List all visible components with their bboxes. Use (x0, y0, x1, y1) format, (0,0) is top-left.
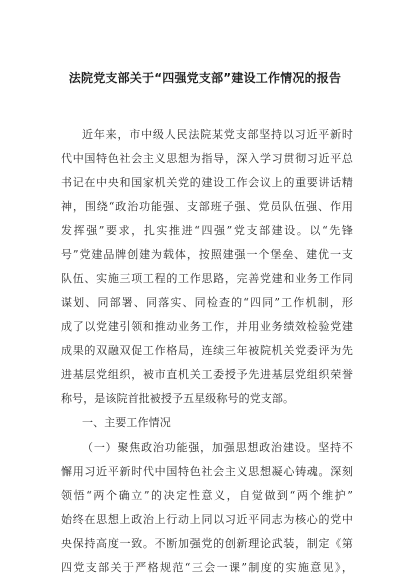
paragraph-line: 神，围绕“政治功能强、支部班子强、党员队伍强、作用 (61, 200, 353, 213)
paragraph-line: 号”党建品牌创建为载体，按照建强一个堡垒、建优一支 (61, 248, 353, 261)
paragraph-line: 发挥强”要求，扎实推进“四强”党支部建设。以“先锋 (61, 224, 353, 237)
paragraph-line: 懈用习近平新时代中国特色社会主义思想凝心铸魂。深刻 (61, 465, 353, 478)
paragraph-line: 称号，是该院首批被授予五星级称号的党支部。 (61, 392, 295, 405)
paragraph-line: 领悟“两个确立”的决定性意义，自觉做到“两个维护” (61, 489, 353, 502)
paragraph-line: 成了以党建引领和推动业务工作，并用业务绩效检验党建 (61, 320, 353, 333)
paragraph-line: 央保持高度一致。不断加强党的创新理论武装，制定《第 (61, 537, 353, 550)
section-heading: 一、主要工作情况 (82, 416, 171, 429)
paragraph-line: 书记在中央和国家机关党的建设工作会议上的重要讲话精 (61, 176, 353, 189)
paragraph-line: 进基层党组织，被市直机关工委授予先进基层党组织荣誉 (61, 368, 353, 381)
document-title: 法院党支部关于“四强党支部”建设工作情况的报告 (68, 71, 342, 85)
paragraph-line: 成果的双融双促工作格局，连续三年被院机关党委评为先 (61, 344, 353, 357)
paragraph-line: 始终在思想上政治上行动上同以习近平同志为核心的党中 (61, 513, 353, 526)
paragraph-line: 谋划、同部署、同落实、同检查的“四同”工作机制，形 (61, 296, 353, 309)
paragraph-line: 近年来，市中级人民法院某党支部坚持以习近平新时 (82, 128, 353, 141)
paragraph-line: 四党支部关于严格规范“三会一课”制度的实施意见》， (61, 561, 353, 574)
paragraph-line: 队伍、实施三项工程的工作思路，完善党建和业务工作同 (61, 272, 353, 285)
paragraph-line: 代中国特色社会主义思想为指导，深入学习贯彻习近平总 (61, 152, 353, 165)
paragraph-line: （一）聚焦政治功能强，加强思想政治建设。坚持不 (82, 441, 353, 454)
